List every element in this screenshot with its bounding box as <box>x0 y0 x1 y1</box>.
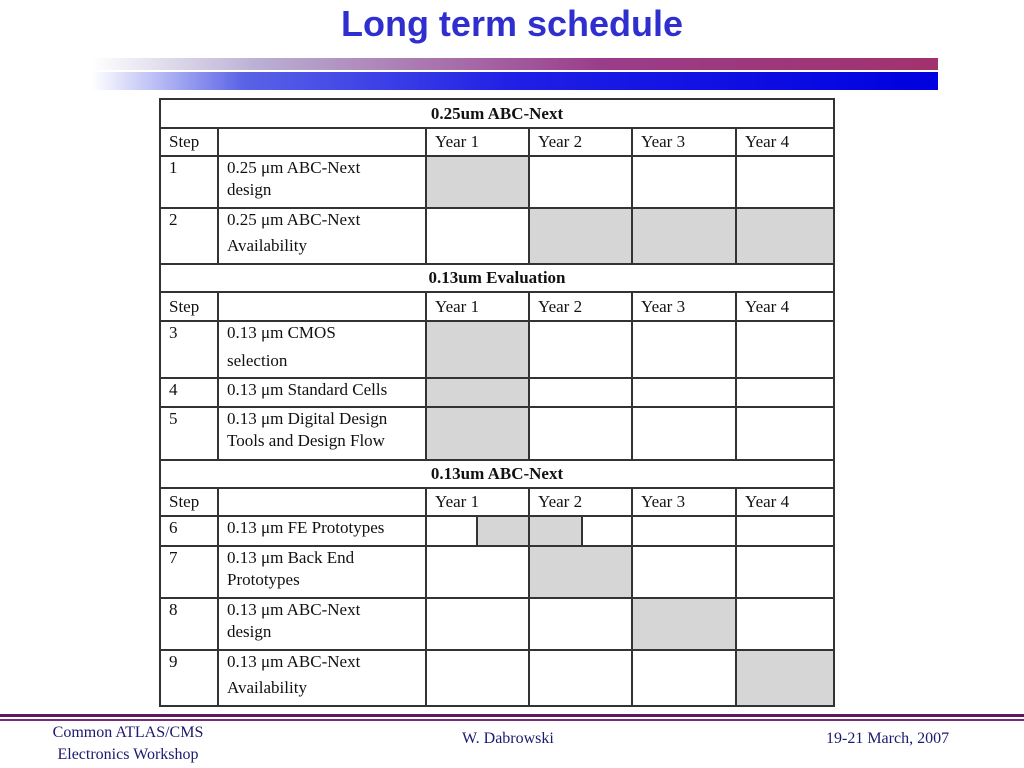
year-2-header: Year 2 <box>529 292 632 321</box>
timeline-cell-active <box>426 378 529 407</box>
column-header-row <box>160 292 834 321</box>
table-row <box>160 598 834 650</box>
timeline-half-active <box>530 517 583 545</box>
step-number: 1 <box>160 156 218 208</box>
timeline-cell <box>529 156 632 208</box>
task-name: 0.13 μm CMOS selection <box>218 321 426 378</box>
footer-divider <box>0 719 1024 721</box>
section-header: 0.13um ABC-Next <box>160 460 834 488</box>
timeline-cell <box>632 321 736 378</box>
table-row <box>160 407 834 460</box>
task-name: 0.25 μm ABC-Next design <box>218 156 426 208</box>
timeline-cell <box>529 407 632 460</box>
year-3-header: Year 3 <box>632 292 736 321</box>
table-row <box>160 156 834 208</box>
timeline-cell <box>632 650 736 706</box>
task-name: 0.13 μm ABC-Next design <box>218 598 426 650</box>
year-1-header: Year 1 <box>426 128 529 156</box>
table-row <box>160 208 834 264</box>
year-3-header: Year 3 <box>632 128 736 156</box>
timeline-cell <box>632 156 736 208</box>
title-decoration-bar-bottom <box>92 72 938 90</box>
table-row <box>160 650 834 706</box>
section-header: 0.25um ABC-Next <box>160 99 834 128</box>
timeline-cell-active <box>426 321 529 378</box>
timeline-cell <box>426 598 529 650</box>
step-header: Step <box>160 488 218 516</box>
timeline-cell <box>632 516 736 546</box>
year-1-header: Year 1 <box>426 292 529 321</box>
section-header: 0.13um Evaluation <box>160 264 834 292</box>
footer-author: W. Dabrowski <box>462 730 554 747</box>
task-header <box>218 292 426 321</box>
task-header <box>218 128 426 156</box>
schedule-table <box>159 98 835 707</box>
step-number: 4 <box>160 378 218 407</box>
step-number: 6 <box>160 516 218 546</box>
slide-title: Long term schedule <box>340 3 684 44</box>
timeline-cell-active <box>736 650 834 706</box>
year-2-header: Year 2 <box>529 488 632 516</box>
timeline-cell-active <box>426 156 529 208</box>
timeline-cell-split <box>529 516 632 546</box>
task-name: 0.13 μm Digital Design Tools and Design Flow <box>218 407 426 460</box>
step-header: Step <box>160 128 218 156</box>
timeline-cell <box>529 321 632 378</box>
footer-event: Common ATLAS/CMS Electronics Workshop <box>52 724 204 763</box>
table-row <box>160 321 834 378</box>
timeline-cell <box>736 156 834 208</box>
timeline-cell <box>529 650 632 706</box>
timeline-cell <box>426 650 529 706</box>
task-name: 0.13 μm FE Prototypes <box>218 516 426 546</box>
timeline-cell-active <box>736 208 834 264</box>
timeline-cell <box>426 208 529 264</box>
timeline-cell-active <box>632 598 736 650</box>
timeline-cell <box>529 378 632 407</box>
timeline-cell <box>736 598 834 650</box>
timeline-cell <box>736 378 834 407</box>
year-1-header: Year 1 <box>426 488 529 516</box>
step-number: 2 <box>160 208 218 264</box>
column-header-row <box>160 128 834 156</box>
timeline-cell-active <box>632 208 736 264</box>
step-number: 9 <box>160 650 218 706</box>
table-row <box>160 378 834 407</box>
timeline-cell <box>632 378 736 407</box>
timeline-cell <box>736 321 834 378</box>
year-2-header: Year 2 <box>529 128 632 156</box>
timeline-cell <box>736 546 834 598</box>
task-name: 0.13 μm Standard Cells <box>218 378 426 407</box>
footer-date: 19-21 March, 2007 <box>826 730 950 747</box>
task-name: 0.13 μm ABC-Next Availability <box>218 650 426 706</box>
timeline-cell <box>426 546 529 598</box>
timeline-cell <box>736 516 834 546</box>
table-row <box>160 516 834 546</box>
year-4-header: Year 4 <box>736 488 834 516</box>
footer-divider <box>0 714 1024 717</box>
task-header <box>218 488 426 516</box>
task-name: 0.13 μm Back End Prototypes <box>218 546 426 598</box>
timeline-cell <box>529 598 632 650</box>
year-4-header: Year 4 <box>736 128 834 156</box>
column-header-row <box>160 488 834 516</box>
timeline-cell-active <box>426 407 529 460</box>
step-header: Step <box>160 292 218 321</box>
timeline-cell-active <box>529 546 632 598</box>
step-number: 5 <box>160 407 218 460</box>
timeline-cell <box>632 407 736 460</box>
timeline-cell <box>736 407 834 460</box>
timeline-half-active <box>476 517 529 545</box>
task-name: 0.25 μm ABC-Next Availability <box>218 208 426 264</box>
step-number: 7 <box>160 546 218 598</box>
timeline-cell-split <box>426 516 529 546</box>
year-3-header: Year 3 <box>632 488 736 516</box>
table-row <box>160 546 834 598</box>
timeline-cell-active <box>529 208 632 264</box>
year-4-header: Year 4 <box>736 292 834 321</box>
title-decoration-bar-top <box>92 58 938 70</box>
timeline-cell <box>632 546 736 598</box>
step-number: 8 <box>160 598 218 650</box>
step-number: 3 <box>160 321 218 378</box>
